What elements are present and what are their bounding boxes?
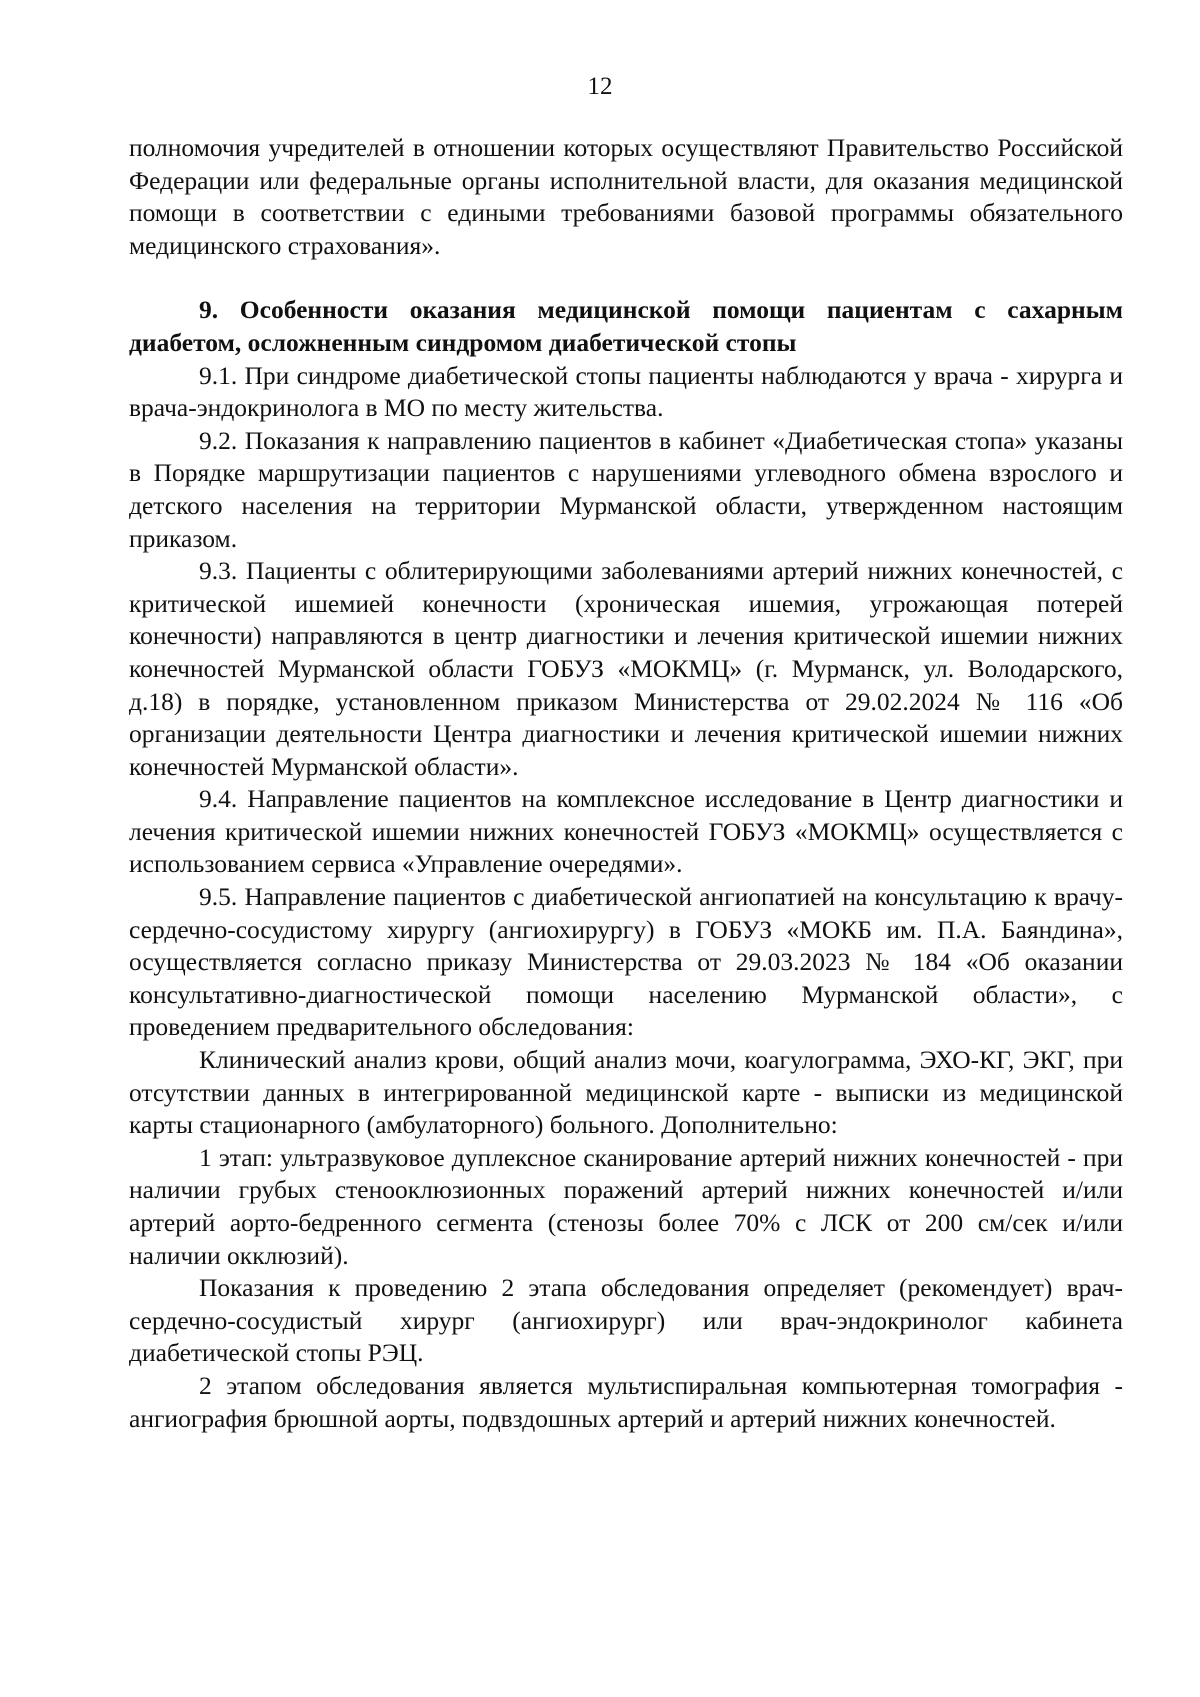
intro-paragraph: полномочия учредителей в отношении которых осуществляют Правительство Российской Федерации или федеральные органы исполнительной власти, для оказания медицинской помощи в соответствии с едиными требованиями базовой программы обязательного медицинского страхования».: [129, 133, 1123, 260]
paragraph-stage-2: 2 этапом обследования является мультиспиральная компьютерная томография - ангиография брюшной аорты, подвздошных артерий и артерий нижних конечностей.: [129, 1370, 1123, 1433]
paragraph-gap: [129, 262, 1123, 294]
paragraph-preliminary-tests: Клинический анализ крови, общий анализ мочи, коагулограмма, ЭХО-КГ, ЭКГ, при отсутствии данных в интегрированной медицинской карте - выписки из медицинской карты стационарного (амбулаторного) больного. Дополнительно:: [129, 1045, 1123, 1140]
paragraph-9-1: 9.1. При синдроме диабетической стопы пациенты наблюдаются у врача - хирурга и врача-эндокринолога в МО по месту жительства.: [129, 360, 1123, 423]
paragraph-9-2: 9.2. Показания к направлению пациентов в кабинет «Диабетическая стопа» указаны в Порядке маршрутизации пациентов с нарушениями углеводного обмена взрослого и детского населения на территории Мурманской области, утвержденном настоящим приказом.: [129, 425, 1123, 553]
page-number: 12: [587, 73, 613, 100]
paragraph-9-4: 9.4. Направление пациентов на комплексное исследование в Центр диагностики и лечения критической ишемии нижних конечностей ГОБУЗ «МОКМЦ» осуществляется с использованием сервиса «Управление очередями».: [129, 784, 1123, 879]
paragraph-9-3: 9.3. Пациенты с облитерирующими заболеваниями артерий нижних конечностей, с критической ишемией конечности (хроническая ишемия, угрожающая потерей конечности) направляются в центр диагностики и лечения критической ишемии нижних конечностей Мурманской области ГОБУЗ «МОКМЦ» (г. Мурманск, ул. Володарского, д.18) в порядке, установленном приказом Министерства от 29.02.2024 № 116 «Об организации деятельности Центра диагностики и лечения критической ишемии нижних конечностей Мурманской области».: [129, 556, 1123, 781]
document-body: [129, 132, 1123, 1435]
paragraph-9-5: 9.5. Направление пациентов с диабетической ангиопатией на консультацию к врачу-сердечно-сосудистому хирургу (ангиохирургу) в ГОБУЗ «МОКБ им. П.А. Баяндина», осуществляется согласно приказу Министерства от 29.03.2023 № 184 «Об оказании консультативно-диагностической помощи населению Мурманской области», с проведением предварительного обследования:: [129, 882, 1123, 1042]
paragraph-stage-2-indications: Показания к проведению 2 этапа обследования определяет (рекомендует) врач-сердечно-сосудистый хирург (ангиохирург) или врач-эндокринолог кабинета диабетической стопы РЭЦ.: [129, 1273, 1123, 1368]
section-heading: 9. Особенности оказания медицинской помощи пациентам с сахарным диабетом, осложненным синдромом диабетической стопы: [129, 295, 1123, 357]
paragraph-stage-1: 1 этап: ультразвуковое дуплексное сканирование артерий нижних конечностей - при наличии грубых стенооклюзионных поражений артерий нижних конечностей и/или артерий аорто-бедренного сегмента (стенозы более 70% с ЛСК от 200 см/сек и/или наличии окклюзий).: [129, 1142, 1123, 1270]
